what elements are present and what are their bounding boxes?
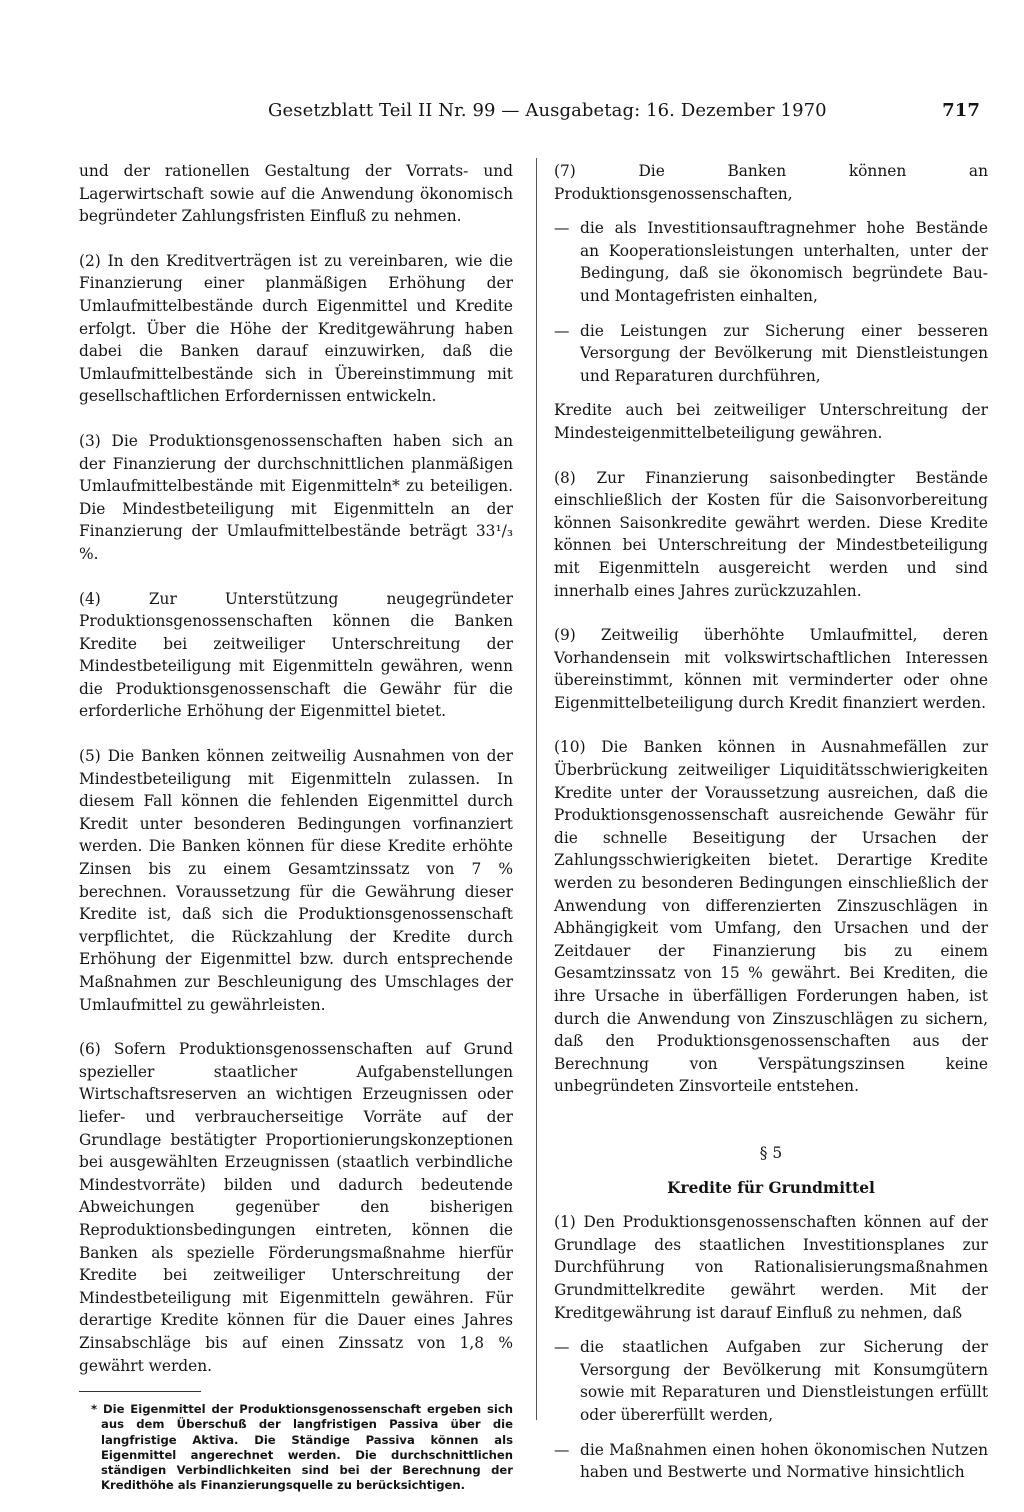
dash-marker: —	[554, 1440, 570, 1459]
paragraph-4: (4) Zur Unterstützung neugegründeter Produktionsgenossenschaften können die Banken Kredite bei zeitweiliger Unterschreitung der Mindestbeteiligung mit Eigenmitteln gewähren, wenn die Produktionsgenossenschaft die Gewähr für die erforderliche Erhöhung der Eigenmittel bietet.	[79, 589, 513, 721]
paragraph-10: (10) Die Banken können in Ausnahmefällen zur Überbrückung zeitweiliger Liquiditätsschwierigkeiten Kredite unter der Voraussetzung ausreichen, daß die Produktionsgenossenschaft ausreichende Gewähr für die schnelle Beseitigung der Ursachen der Zahlungsschwierigkeiten bietet. Derartige Kredite werden zu besonderen Bedingungen einschließlich der Anwendung von differenzierten Zinszuschlägen in Abhängigkeit vom Umfang, den Ursachen und der Zeitdauer der Finanzierung bis zu einem Gesamtzinssatz von 15 % gewährt. Bei Krediten, die ihre Ursache in überfälligen Forderungen haben, ist durch die Anwendung von Zinszuschlägen zu sichern, daß den Produktionsgenossenschaften aus der Berechnung von Verspätungszinsen keine unbegründeten Zinsvorteile entstehen.	[554, 738, 988, 1096]
page-number: 717	[942, 100, 980, 121]
header-title: Gesetzblatt Teil II Nr. 99 — Ausgabetag: 16. Dezember 1970	[268, 100, 827, 121]
list-item	[554, 1439, 988, 1484]
right-column	[554, 160, 988, 1484]
list-item	[554, 320, 988, 388]
paragraph-3: (3) Die Produktionsgenossenschaften haben sich an der Finanzierung der durchschnittlichen planmäßigen Umlaufmittelbestände mit Eigenmitteln* zu beteiligen. Die Mindestbeteiligung mit Eigenmitteln an der Finanzierung der Umlaufmittelbestände beträgt 33¹/₃ %.	[79, 431, 513, 563]
paragraph-5: (5) Die Banken können zeitweilig Ausnahmen von der Mindestbeteiligung mit Eigenmitteln zulassen. In diesem Fall können die fehlenden Eigenmittel durch Kredit unter besonderen Bedingungen vorfinanziert werden. Die Banken können für diese Kredite erhöhte Zinsen bis zu einem Gesamtzinssatz von 7 % berechnen. Voraussetzung für die Gewährung dieser Kredite ist, daß sich die Produktionsgenossenschaft verpflichtet, die Rückzahlung der Kredite durch Erhöhung der Eigenmittel bzw. durch entsprechende Maßnahmen zur Beschleunigung des Umschlages der Umlaufmittel zu gewährleisten.	[79, 747, 513, 1014]
list-item	[554, 1336, 988, 1426]
paragraph-2: (2) In den Kreditverträgen ist zu vereinbaren, wie die Finanzierung einer planmäßigen Erhöhung der Umlaufmittelbestände durch Eigenmittel und Kredite erfolgt. Über die Höhe der Kreditgewährung haben dabei die Banken darauf einzuwirken, daß die Umlaufmittelbestände sich in Übereinstimmung mit gesellschaftlichen Erfordernissen entwickeln.	[79, 251, 513, 406]
section-5-paragraph-1: (1) Den Produktionsgenossenschaften können auf der Grundlage des staatlichen Investitionsplanes zur Durchführung von Rationalisierungsmaßnahmen Grundmittelkredite gewährt werden. Mit der Kreditgewährung ist darauf Einfluß zu nehmen, daß	[554, 1213, 988, 1322]
paragraph-6: (6) Sofern Produktionsgenossenschaften auf Grund spezieller staatlicher Aufgabenstellungen Wirtschaftsreserven an wichtigen Erzeugnissen oder liefer- und verbraucherseitige Vorräte auf der Grundlage bestätigter Proportionierungskonzeptionen bei ausgewählten Erzeugnissen (staatlich verbindliche Mindestvorräte) bilden und dadurch bedeutende Abweichungen gegenüber den bisherigen Reproduktionsbedingungen eintreten, können die Banken als spezielle Förderungsmaßnahme hierfür Kredite bei zeitweiliger Unterschreitung der Mindestbeteiligung mit Eigenmitteln gewähren. Für derartige Kredite können für die Dauer eines Jahres Zinsabschläge bis auf einen Zinssatz von 1,8 % gewährt werden.	[79, 1040, 513, 1375]
list-item-text: die staatlichen Aufgaben zur Sicherung der Versorgung der Bevölkerung mit Konsumgütern sowie mit Reparaturen und Dienstleistungen erfüllt oder übererfüllt werden,	[580, 1338, 988, 1424]
list-item-text: die Leistungen zur Sicherung einer besseren Versorgung der Bevölkerung mit Dienstleistungen und Reparaturen durchführen,	[580, 321, 988, 385]
dash-marker: —	[554, 1338, 570, 1357]
footnote-text: Die Eigenmittel der Produktionsgenossenschaft ergeben sich aus dem Überschuß der langfristigen Passiva über die langfristige Aktiva. Die Ständige Passiva können als Eigenmittel angerechnet werden. Die durchschnittlichen ständigen Verbindlichkeiten sind bei der Berechnung der Kredithöhe als Finanzierungsquelle zu berücksichtigen.	[101, 1402, 513, 1493]
footnote-rule	[79, 1391, 201, 1392]
paragraph-7: (7) Die Banken können an Produktionsgenossenschaften,	[554, 162, 988, 203]
section-mark: § 5	[759, 1143, 783, 1162]
list-item-text: die Maßnahmen einen hohen ökonomischen Nutzen haben und Bestwerte und Normative hinsichtlich	[580, 1440, 988, 1482]
paragraph-intro: und der rationellen Gestaltung der Vorrats- und Lagerwirtschaft sowie auf die Anwendung ökonomisch begründeter Zahlungsfristen Einfluß zu nehmen.	[79, 162, 513, 226]
footnote	[79, 1402, 513, 1493]
dash-marker: —	[554, 219, 570, 238]
dash-marker: —	[554, 321, 570, 340]
column-divider	[536, 158, 537, 1420]
paragraph-9: (9) Zeitweilig überhöhte Umlaufmittel, deren Vorhandensein mit volkswirtschaftlichen Interessen übereinstimmt, können mit verminderter oder ohne Eigenmittelbeteiligung durch Kredit finanziert werden.	[554, 626, 988, 712]
left-column	[79, 160, 513, 1493]
section-title: Kredite für Grundmittel	[667, 1178, 875, 1197]
paragraph-7-tail: Kredite auch bei zeitweiliger Unterschreitung der Mindesteigenmittelbeteiligung gewähren.	[554, 401, 988, 442]
footnote-marker: *	[91, 1402, 98, 1417]
list-item	[554, 217, 988, 307]
list-item-text: die als Investitionsauftragnehmer hohe Bestände an Kooperationsleistungen unterhalten, unter der Bedingung, daß sie ökonomisch begründete Bau- und Montagefristen einhalten,	[580, 219, 988, 305]
paragraph-8: (8) Zur Finanzierung saisonbedingter Bestände einschließlich der Kosten für die Saisonvorbereitung können Saisonkredite gewährt werden. Diese Kredite können bei Unterschreitung der Mindestbeteiligung mit Eigenmitteln ausgereicht werden und sind innerhalb eines Jahres zurückzuzahlen.	[554, 468, 988, 600]
